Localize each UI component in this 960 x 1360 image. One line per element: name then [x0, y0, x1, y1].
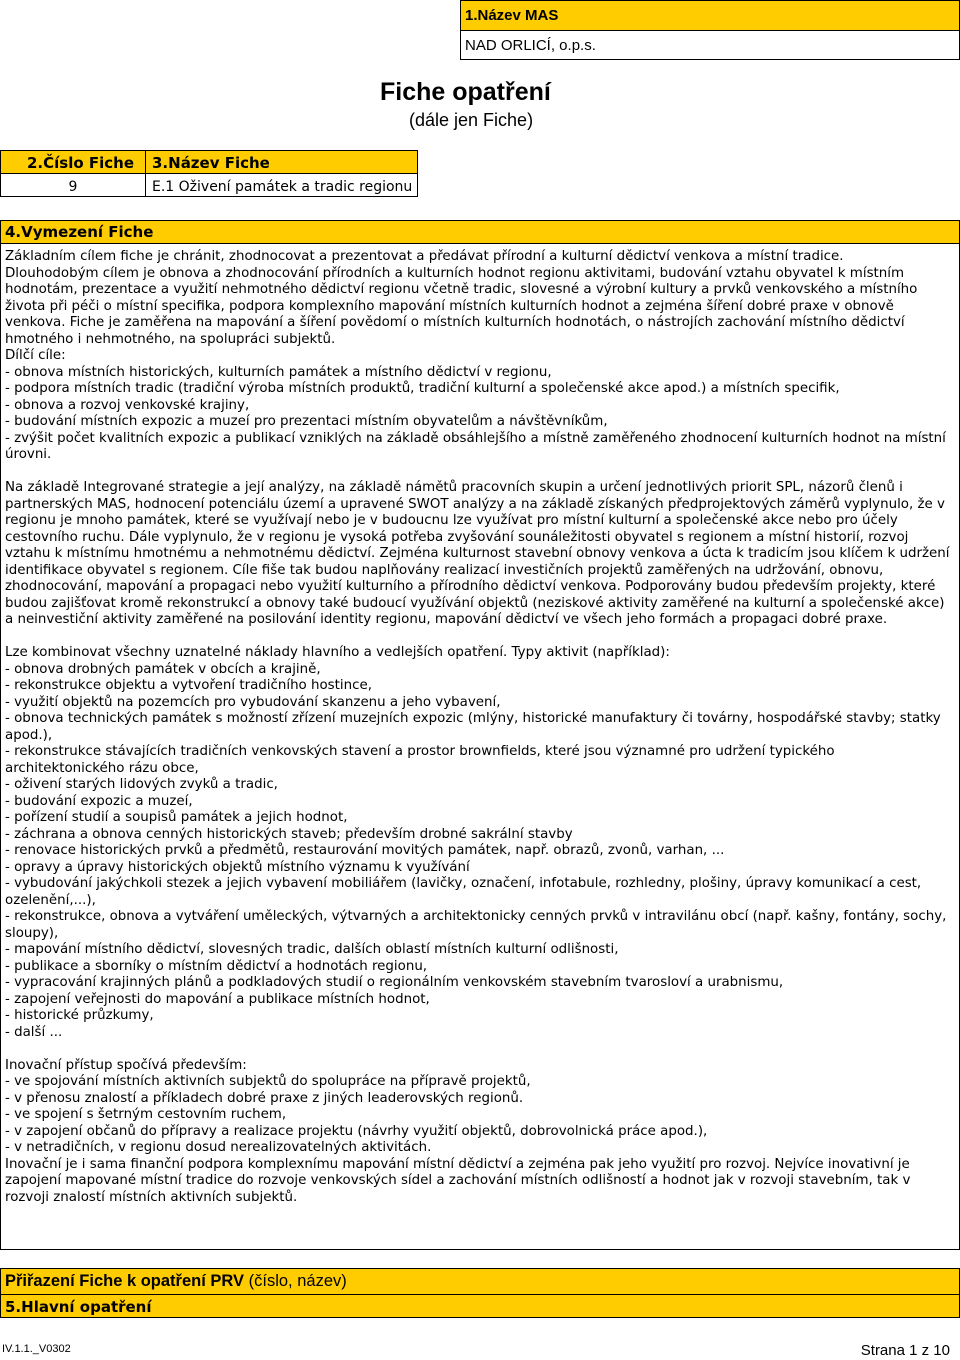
fiche-number: 9 [1, 174, 146, 197]
page-subtitle: (dále jen Fiche) [409, 110, 534, 130]
text-line: - v netradičních, v regionu dosud nerealizovatelných aktivitách. [5, 1140, 432, 1155]
text-line: - opravy a úpravy historických objektů místního významu k využívání [5, 859, 470, 875]
text-line: - oživení starých lidových zvyků a tradic, [5, 777, 278, 792]
paragraph-gap [5, 629, 955, 646]
text-line: - v zapojení občanů do přípravy a realizace projektu (návrhy využití objektů, dobrovolnická práce apod.), [5, 1123, 708, 1139]
text-line: - využití objektů na pozemcích pro vybudování skanzenu a jeho vybavení, [5, 694, 501, 710]
text-line: - ve spojování místních aktivních subjektů do spolupráce na přípravě projektů, [5, 1074, 531, 1089]
text-line: Dílčí cíle: [5, 348, 66, 363]
page-title: Fiche opatření [380, 78, 551, 106]
text-line: - zapojení veřejnosti do mapování a publikace místních hodnot, [5, 991, 430, 1007]
text-line: - vypracování krajinných plánů a podkladových studií o regionálním venkovském stavebním tvarosloví a urabnismu, [5, 975, 784, 990]
text-line: - další ... [5, 1024, 63, 1040]
text-line: - ve spojení s šetrným cestovním ruchem, [5, 1107, 287, 1122]
text-line: - rekonstrukce, obnova a vytváření uměleckých, výtvarných a architektonicky cenných prvků v intravilánu obcí (např. kašny, fontány, sochy, sloupy), [5, 909, 947, 941]
text-line: - vybudování jakýchkoli stezek a jejich vybavení mobiliářem (lavičky, označení, infotabule, rozhledny, plošiny, úpravy komunikací a cest, ozelenění,...), [5, 876, 922, 908]
mas-label: 1.Název MAS [461, 1, 959, 31]
text-line: Inovační přístup spočívá především: [5, 1057, 247, 1073]
vymezeni-body [0, 244, 960, 1250]
mas-box [460, 0, 960, 60]
fiche-name: E.1 Oživení památek a tradic regionu [152, 179, 413, 195]
prirazeni-label-bold: Přiřazení Fiche k opatření PRV [5, 1272, 245, 1290]
hlavni-opatreni-label: 5.Hlavní opatření [1, 1295, 959, 1317]
vymezeni-label: 4.Vymezení Fiche [0, 220, 960, 244]
text-line: - rekonstrukce stávajících tradičních venkovských stavení a prostor brownfields, které jsou významné pro udržení typického architektonického rázu obce, [5, 744, 835, 776]
fiche-name-label: 3.Název Fiche [146, 151, 417, 174]
page-number: Strana 1 z 10 [860, 1342, 950, 1359]
footer-code: IV.1.1._V0302 [2, 1343, 71, 1355]
text-line: - pořízení studií a soupisů památek a jejich hodnot, [5, 810, 348, 825]
paragraph-gap [5, 464, 955, 481]
prirazeni-box [0, 1268, 960, 1318]
text-line: Inovační je i sama finanční podpora komplexnímu mapování místní dědictví a zejména pak jeho využití pro rozvoj. Nejvíce inovativní je zapojení mapované místní tradice do rozvoje venkovských sídel a zachování místních odlišností a hodnot jak v rozvoji stavebním, tak v rozvoji znalostí místních aktivních subjektů. [5, 1156, 911, 1205]
text-line: - obnova technických památek s možností zřízení muzejních expozic (mlýny, historické manufaktury či továrny, hospodářské stavby; statky apod.), [5, 711, 941, 743]
text-line: - mapování místního dědictví, slovesných tradic, dalších oblastí místních kulturní odlišnosti, [5, 942, 619, 957]
text-line: - rekonstrukce objektu a vytvoření tradičního hostince, [5, 678, 372, 693]
text-line: - podpora místních tradic (tradiční výroba místních produktů, tradiční kulturní a společenské akce apod.) a místních specifik, [5, 381, 840, 396]
text-line: - historické průzkumy, [5, 1008, 154, 1023]
text-line: - obnova místních historických, kulturních památek a místního dědictví v regionu, [5, 364, 552, 380]
text-line: - renovace historických prvků a předmětů, restaurování movitých památek, např. obrazů, zvonů, varhan, ... [5, 843, 725, 858]
prirazeni-label-normal: (číslo, název) [248, 1272, 347, 1290]
text-line: - budování místních expozic a muzeí pro prezentaci místním obyvatelům a návštěvníkům, [5, 414, 608, 429]
text-line: - zvýšit počet kvalitních expozic a publikací vzniklých na základě obsáhlejšího a místně zaměřeného zhodnocení kulturních hodnot na místní úrovni. [5, 430, 946, 462]
text-line: - publikace a sborníky o místním dědictví a hodnotách regionu, [5, 958, 428, 974]
text-line: Dlouhodobým cílem je obnova a zhodnocování přírodních a kulturních hodnot regionu aktivitami, budování vztahu obyvatel k místním hodnotám, prezentace a využití nehmotného dědictví regionu včetně tradic, slovesné a výrobní kultury a prvků venkovského a místního života při péči o místní specifika, podpora komplexního mapování místních kulturních hodnot a zejména šíření dobré praxe v obnově venkova. Fiche je zaměřena na mapování a šíření povědomí o místních kulturních hodnotách, o nástrojích zachování místního dědictví hmotného i nehmotného, na spolupráci subjektů. [5, 265, 918, 347]
text-line: - v přenosu znalostí a příkladech dobré praxe z jiných leaderovských regionů. [5, 1090, 524, 1106]
prirazeni-label [1, 1269, 959, 1295]
mas-name: NAD ORLICÍ, o.p.s. [465, 37, 596, 54]
text-line: - budování expozic a muzeí, [5, 793, 193, 809]
fiche-number-label: 2.Číslo Fiche [1, 151, 146, 174]
text-line: Na základě Integrované strategie a její analýzy, na základě námětů pracovních skupin a určení jednotlivých priorit SPL, názorů členů i partnerských MAS, hodnocení potenciálu území a upravené SWOT analýzy a na základě získaných předprojektových záměrů vyplynulo, že v regionu je mnoho památek, které se využívají nebo je v budoucnu lze využívat pro místní kulturní a společenské akce nebo pro účely cestovního ruchu. Dále vyplynulo, že v regionu je vysoká potřeba zvyšování sounáležitosti obyvatel s regionem a místní historií, rozvoj vztahu k místnímu hmotnému a nehmotnému dědictví. Zejména kulturnost stavební obnovy venkova a úcta k tradicím jsou klíčem k udržení identifikace obyvatel s regionem. Cíle fiše tak budou naplňovány realizací investičních projektů zaměřených na udržování, obnovu, zhodnocování, mapování a propagaci nebo využití kulturního a přírodního dědictví venkova. Podporovány budou především projekty, které budou zajišťovat kromě rekonstrukcí a obnovy také budoucí využívání objektů (neziskové aktivity zaměřené na kulturní a společenské akce) a neinvestiční aktivity zaměřené na posilování identity regionu, mapování dědictví ve všech jeho formách a propagaci dobré praxe. [5, 480, 950, 627]
paragraph-gap [5, 1041, 955, 1058]
text-line: Základním cílem fiche je chránit, zhodnocovat a prezentovat a předávat přírodní a kulturní dědictví venkova a místní tradice. [5, 249, 844, 264]
fiche-id-table [0, 150, 418, 197]
text-line: - obnova drobných památek v obcích a krajině, [5, 661, 321, 677]
text-line: Lze kombinovat všechny uznatelné náklady hlavního a vedlejších opatření. Typy aktivit (například): [5, 645, 670, 660]
text-line: - záchrana a obnova cenných historických staveb; především drobné sakrální stavby [5, 826, 573, 842]
text-line: - obnova a rozvoj venkovské krajiny, [5, 397, 250, 413]
